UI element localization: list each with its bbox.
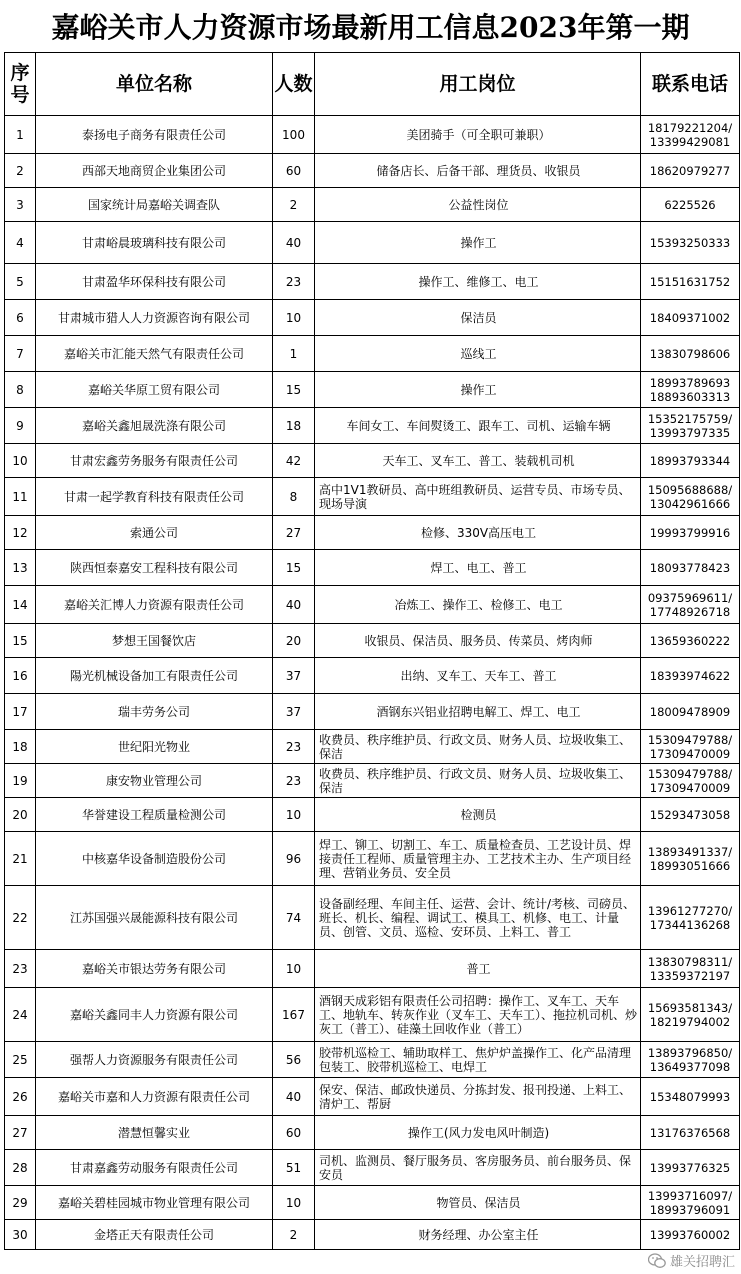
row-post: 保安、保洁、邮政快递员、分拣封发、报刊投递、上料工、清炉工、帮厨 [315, 1078, 641, 1116]
row-count: 10 [273, 950, 315, 988]
row-company: 潜慧恒馨实业 [36, 1116, 273, 1150]
row-post: 焊工、铆工、切割工、车工、质量检查员、工艺设计员、焊接责任工程师、质量管理主办、工艺技术主办、生产项目经理、营销业务员、安全员 [315, 832, 641, 886]
row-count: 100 [273, 116, 315, 154]
row-phone: 18393974622 [641, 658, 740, 694]
row-company: 嘉峪关市汇能天然气有限责任公司 [36, 336, 273, 372]
row-post: 收费员、秩序维护员、行政文员、财务人员、垃圾收集工、保洁 [315, 730, 641, 764]
row-seq: 25 [5, 1042, 36, 1078]
row-seq: 5 [5, 264, 36, 300]
row-company: 甘肃盈华环保科技有限公司 [36, 264, 273, 300]
table-row [5, 1220, 740, 1250]
row-phone: 15151631752 [641, 264, 740, 300]
row-count: 37 [273, 658, 315, 694]
table-row [5, 1116, 740, 1150]
table-row [5, 372, 740, 408]
row-phone: 15095688688/ 13042961666 [641, 478, 740, 516]
row-phone: 19993799916 [641, 516, 740, 550]
row-seq: 28 [5, 1150, 36, 1186]
row-phone: 13993716097/ 18993796091 [641, 1186, 740, 1220]
row-phone: 15309479788/ 17309470009 [641, 764, 740, 798]
header-seq: 序号 [5, 53, 36, 116]
row-count: 96 [273, 832, 315, 886]
row-company: 嘉峪关市嘉和人力资源有限责任公司 [36, 1078, 273, 1116]
row-company: 索通公司 [36, 516, 273, 550]
row-post: 冶炼工、操作工、检修工、电工 [315, 586, 641, 624]
row-count: 74 [273, 886, 315, 950]
row-company: 嘉峪关碧桂园城市物业管理有限公司 [36, 1186, 273, 1220]
row-seq: 4 [5, 222, 36, 264]
row-phone: 13659360222 [641, 624, 740, 658]
row-count: 18 [273, 408, 315, 444]
row-post: 收费员、秩序维护员、行政文员、财务人员、垃圾收集工、保洁 [315, 764, 641, 798]
row-company: 华誉建设工程质量检测公司 [36, 798, 273, 832]
table-row [5, 444, 740, 478]
row-seq: 17 [5, 694, 36, 730]
row-phone: 09375969611/ 17748926718 [641, 586, 740, 624]
row-post: 设备副经理、车间主任、运营、会计、统计/考核、司磅员、班长、机长、编程、调试工、模具工、机修、电工、计量员、创管、文员、巡检、安环员、上料工、普工 [315, 886, 641, 950]
row-phone: 18993789693 18893603313 [641, 372, 740, 408]
row-count: 23 [273, 264, 315, 300]
row-company: 甘肃城市猎人人力资源咨询有限公司 [36, 300, 273, 336]
row-phone: 15293473058 [641, 798, 740, 832]
row-count: 37 [273, 694, 315, 730]
row-post: 酒钢东兴铝业招聘电解工、焊工、电工 [315, 694, 641, 730]
row-post: 物管员、保洁员 [315, 1186, 641, 1220]
table-row [5, 516, 740, 550]
row-post: 收银员、保洁员、服务员、传菜员、烤肉师 [315, 624, 641, 658]
table-row [5, 154, 740, 188]
row-post: 普工 [315, 950, 641, 988]
row-post: 天车工、叉车工、普工、装载机司机 [315, 444, 641, 478]
row-seq: 7 [5, 336, 36, 372]
header-company: 单位名称 [36, 53, 273, 116]
row-seq: 10 [5, 444, 36, 478]
row-post: 操作工 [315, 222, 641, 264]
row-count: 27 [273, 516, 315, 550]
table-row [5, 988, 740, 1042]
row-count: 42 [273, 444, 315, 478]
row-seq: 26 [5, 1078, 36, 1116]
row-count: 15 [273, 372, 315, 408]
header-phone: 联系电话 [641, 53, 740, 116]
header-post: 用工岗位 [315, 53, 641, 116]
row-seq: 16 [5, 658, 36, 694]
table-row [5, 658, 740, 694]
table-row [5, 550, 740, 586]
row-company: 国家统计局嘉峪关调查队 [36, 188, 273, 222]
row-seq: 15 [5, 624, 36, 658]
table-row [5, 1078, 740, 1116]
row-phone: 15309479788/ 17309470009 [641, 730, 740, 764]
row-seq: 18 [5, 730, 36, 764]
row-company: 梦想王国餐饮店 [36, 624, 273, 658]
row-post: 高中1V1教研员、高中班组教研员、运营专员、市场专员、现场导演 [315, 478, 641, 516]
table-row [5, 1186, 740, 1220]
watermark [648, 1251, 735, 1270]
row-company: 甘肃宏鑫劳务服务有限责任公司 [36, 444, 273, 478]
row-count: 167 [273, 988, 315, 1042]
row-post: 出纳、叉车工、天车工、普工 [315, 658, 641, 694]
row-count: 2 [273, 1220, 315, 1250]
row-seq: 23 [5, 950, 36, 988]
row-post: 操作工、维修工、电工 [315, 264, 641, 300]
row-count: 10 [273, 798, 315, 832]
row-count: 60 [273, 154, 315, 188]
table-row [5, 832, 740, 886]
row-company: 甘肃峪晨玻璃科技有限公司 [36, 222, 273, 264]
row-phone: 15693581343/ 18219794002 [641, 988, 740, 1042]
row-seq: 13 [5, 550, 36, 586]
row-seq: 1 [5, 116, 36, 154]
wechat-icon [648, 1253, 666, 1269]
row-phone: 13893796850/ 13649377098 [641, 1042, 740, 1078]
table-row [5, 188, 740, 222]
row-company: 康安物业管理公司 [36, 764, 273, 798]
row-seq: 21 [5, 832, 36, 886]
row-post: 保洁员 [315, 300, 641, 336]
row-post: 公益性岗位 [315, 188, 641, 222]
row-post: 检修、330V高压电工 [315, 516, 641, 550]
row-company: 世纪阳光物业 [36, 730, 273, 764]
header-row [5, 53, 740, 116]
row-seq: 14 [5, 586, 36, 624]
row-company: 西部天地商贸企业集团公司 [36, 154, 273, 188]
table-row [5, 300, 740, 336]
row-phone: 6225526 [641, 188, 740, 222]
table-row [5, 730, 740, 764]
table-row [5, 886, 740, 950]
row-seq: 2 [5, 154, 36, 188]
row-company: 中核嘉华设备制造股份公司 [36, 832, 273, 886]
row-seq: 3 [5, 188, 36, 222]
row-count: 40 [273, 1078, 315, 1116]
row-count: 2 [273, 188, 315, 222]
row-company: 嘉峪关鑫旭晟洗涤有限公司 [36, 408, 273, 444]
row-count: 51 [273, 1150, 315, 1186]
row-phone: 13961277270/ 17344136268 [641, 886, 740, 950]
table-body [5, 116, 740, 1250]
recruitment-table [4, 52, 740, 1250]
row-phone: 18993793344 [641, 444, 740, 478]
table-row [5, 478, 740, 516]
row-phone: 18409371002 [641, 300, 740, 336]
header-count: 人数 [273, 53, 315, 116]
row-seq: 19 [5, 764, 36, 798]
row-count: 40 [273, 586, 315, 624]
row-phone: 18620979277 [641, 154, 740, 188]
row-seq: 6 [5, 300, 36, 336]
page-title: 嘉峪关市人力资源市场最新用工信息2023年第一期 [51, 11, 690, 44]
row-company: 嘉峪关汇博人力资源有限责任公司 [36, 586, 273, 624]
row-phone: 13176376568 [641, 1116, 740, 1150]
table-row [5, 586, 740, 624]
table-row [5, 1150, 740, 1186]
row-seq: 9 [5, 408, 36, 444]
row-count: 40 [273, 222, 315, 264]
row-phone: 15348079993 [641, 1078, 740, 1116]
row-phone: 13893491337/ 18993051666 [641, 832, 740, 886]
row-post: 车间女工、车间熨烫工、跟车工、司机、运输车辆 [315, 408, 641, 444]
row-phone: 13830798606 [641, 336, 740, 372]
row-phone: 15393250333 [641, 222, 740, 264]
row-seq: 30 [5, 1220, 36, 1250]
row-seq: 12 [5, 516, 36, 550]
row-company: 强帮人力资源服务有限责任公司 [36, 1042, 273, 1078]
table-row [5, 624, 740, 658]
row-phone: 18093778423 [641, 550, 740, 586]
row-company: 金塔正天有限责任公司 [36, 1220, 273, 1250]
table-row [5, 408, 740, 444]
row-phone: 18179221204/ 13399429081 [641, 116, 740, 154]
row-seq: 24 [5, 988, 36, 1042]
row-count: 10 [273, 1186, 315, 1220]
row-count: 10 [273, 300, 315, 336]
row-seq: 11 [5, 478, 36, 516]
table-row [5, 222, 740, 264]
row-count: 15 [273, 550, 315, 586]
row-phone: 18009478909 [641, 694, 740, 730]
row-post: 检测员 [315, 798, 641, 832]
table-row [5, 798, 740, 832]
table-row [5, 694, 740, 730]
row-phone: 13830798311/ 13359372197 [641, 950, 740, 988]
table-row [5, 1042, 740, 1078]
row-seq: 8 [5, 372, 36, 408]
row-post: 司机、监测员、餐厅服务员、客房服务员、前台服务员、保安员 [315, 1150, 641, 1186]
row-post: 储备店长、后备干部、理货员、收银员 [315, 154, 641, 188]
row-count: 23 [273, 764, 315, 798]
row-post: 焊工、电工、普工 [315, 550, 641, 586]
row-company: 陽光机械设备加工有限责任公司 [36, 658, 273, 694]
row-seq: 20 [5, 798, 36, 832]
row-company: 嘉峪关华原工贸有限公司 [36, 372, 273, 408]
row-post: 操作工(风力发电风叶制造) [315, 1116, 641, 1150]
row-count: 20 [273, 624, 315, 658]
row-company: 陕西恒泰嘉安工程科技有限公司 [36, 550, 273, 586]
table-row [5, 336, 740, 372]
row-count: 60 [273, 1116, 315, 1150]
row-post: 酒钢天成彩铝有限责任公司招聘：操作工、叉车工、天车工、地轨车、转灰作业（叉车工、天车工）、拖拉机司机、炒灰工（普工）、硅藻土回收作业（普工） [315, 988, 641, 1042]
row-company: 嘉峪关市银达劳务有限公司 [36, 950, 273, 988]
table-row [5, 764, 740, 798]
row-phone: 15352175759/ 13993797335 [641, 408, 740, 444]
row-count: 56 [273, 1042, 315, 1078]
watermark-text: 雄关招聘汇 [669, 1255, 735, 1270]
row-post: 操作工 [315, 372, 641, 408]
row-seq: 22 [5, 886, 36, 950]
table-row [5, 950, 740, 988]
row-post: 美团骑手（可全职可兼职） [315, 116, 641, 154]
row-count: 1 [273, 336, 315, 372]
row-company: 嘉峪关鑫同丰人力资源有限公司 [36, 988, 273, 1042]
row-count: 23 [273, 730, 315, 764]
row-phone: 13993776325 [641, 1150, 740, 1186]
row-post: 巡线工 [315, 336, 641, 372]
table-row [5, 116, 740, 154]
row-phone: 13993760002 [641, 1220, 740, 1250]
row-company: 甘肃嘉鑫劳动服务有限责任公司 [36, 1150, 273, 1186]
row-count: 8 [273, 478, 315, 516]
row-post: 胶带机巡检工、辅助取样工、焦炉炉盖操作工、化产品清理包装工、胶带机巡检工、电焊工 [315, 1042, 641, 1078]
table-row [5, 264, 740, 300]
row-company: 泰扬电子商务有限责任公司 [36, 116, 273, 154]
row-seq: 29 [5, 1186, 36, 1220]
row-post: 财务经理、办公室主任 [315, 1220, 641, 1250]
row-company: 江苏国强兴晟能源科技有限公司 [36, 886, 273, 950]
row-company: 瑞丰劳务公司 [36, 694, 273, 730]
row-company: 甘肃一起学教育科技有限责任公司 [36, 478, 273, 516]
row-seq: 27 [5, 1116, 36, 1150]
